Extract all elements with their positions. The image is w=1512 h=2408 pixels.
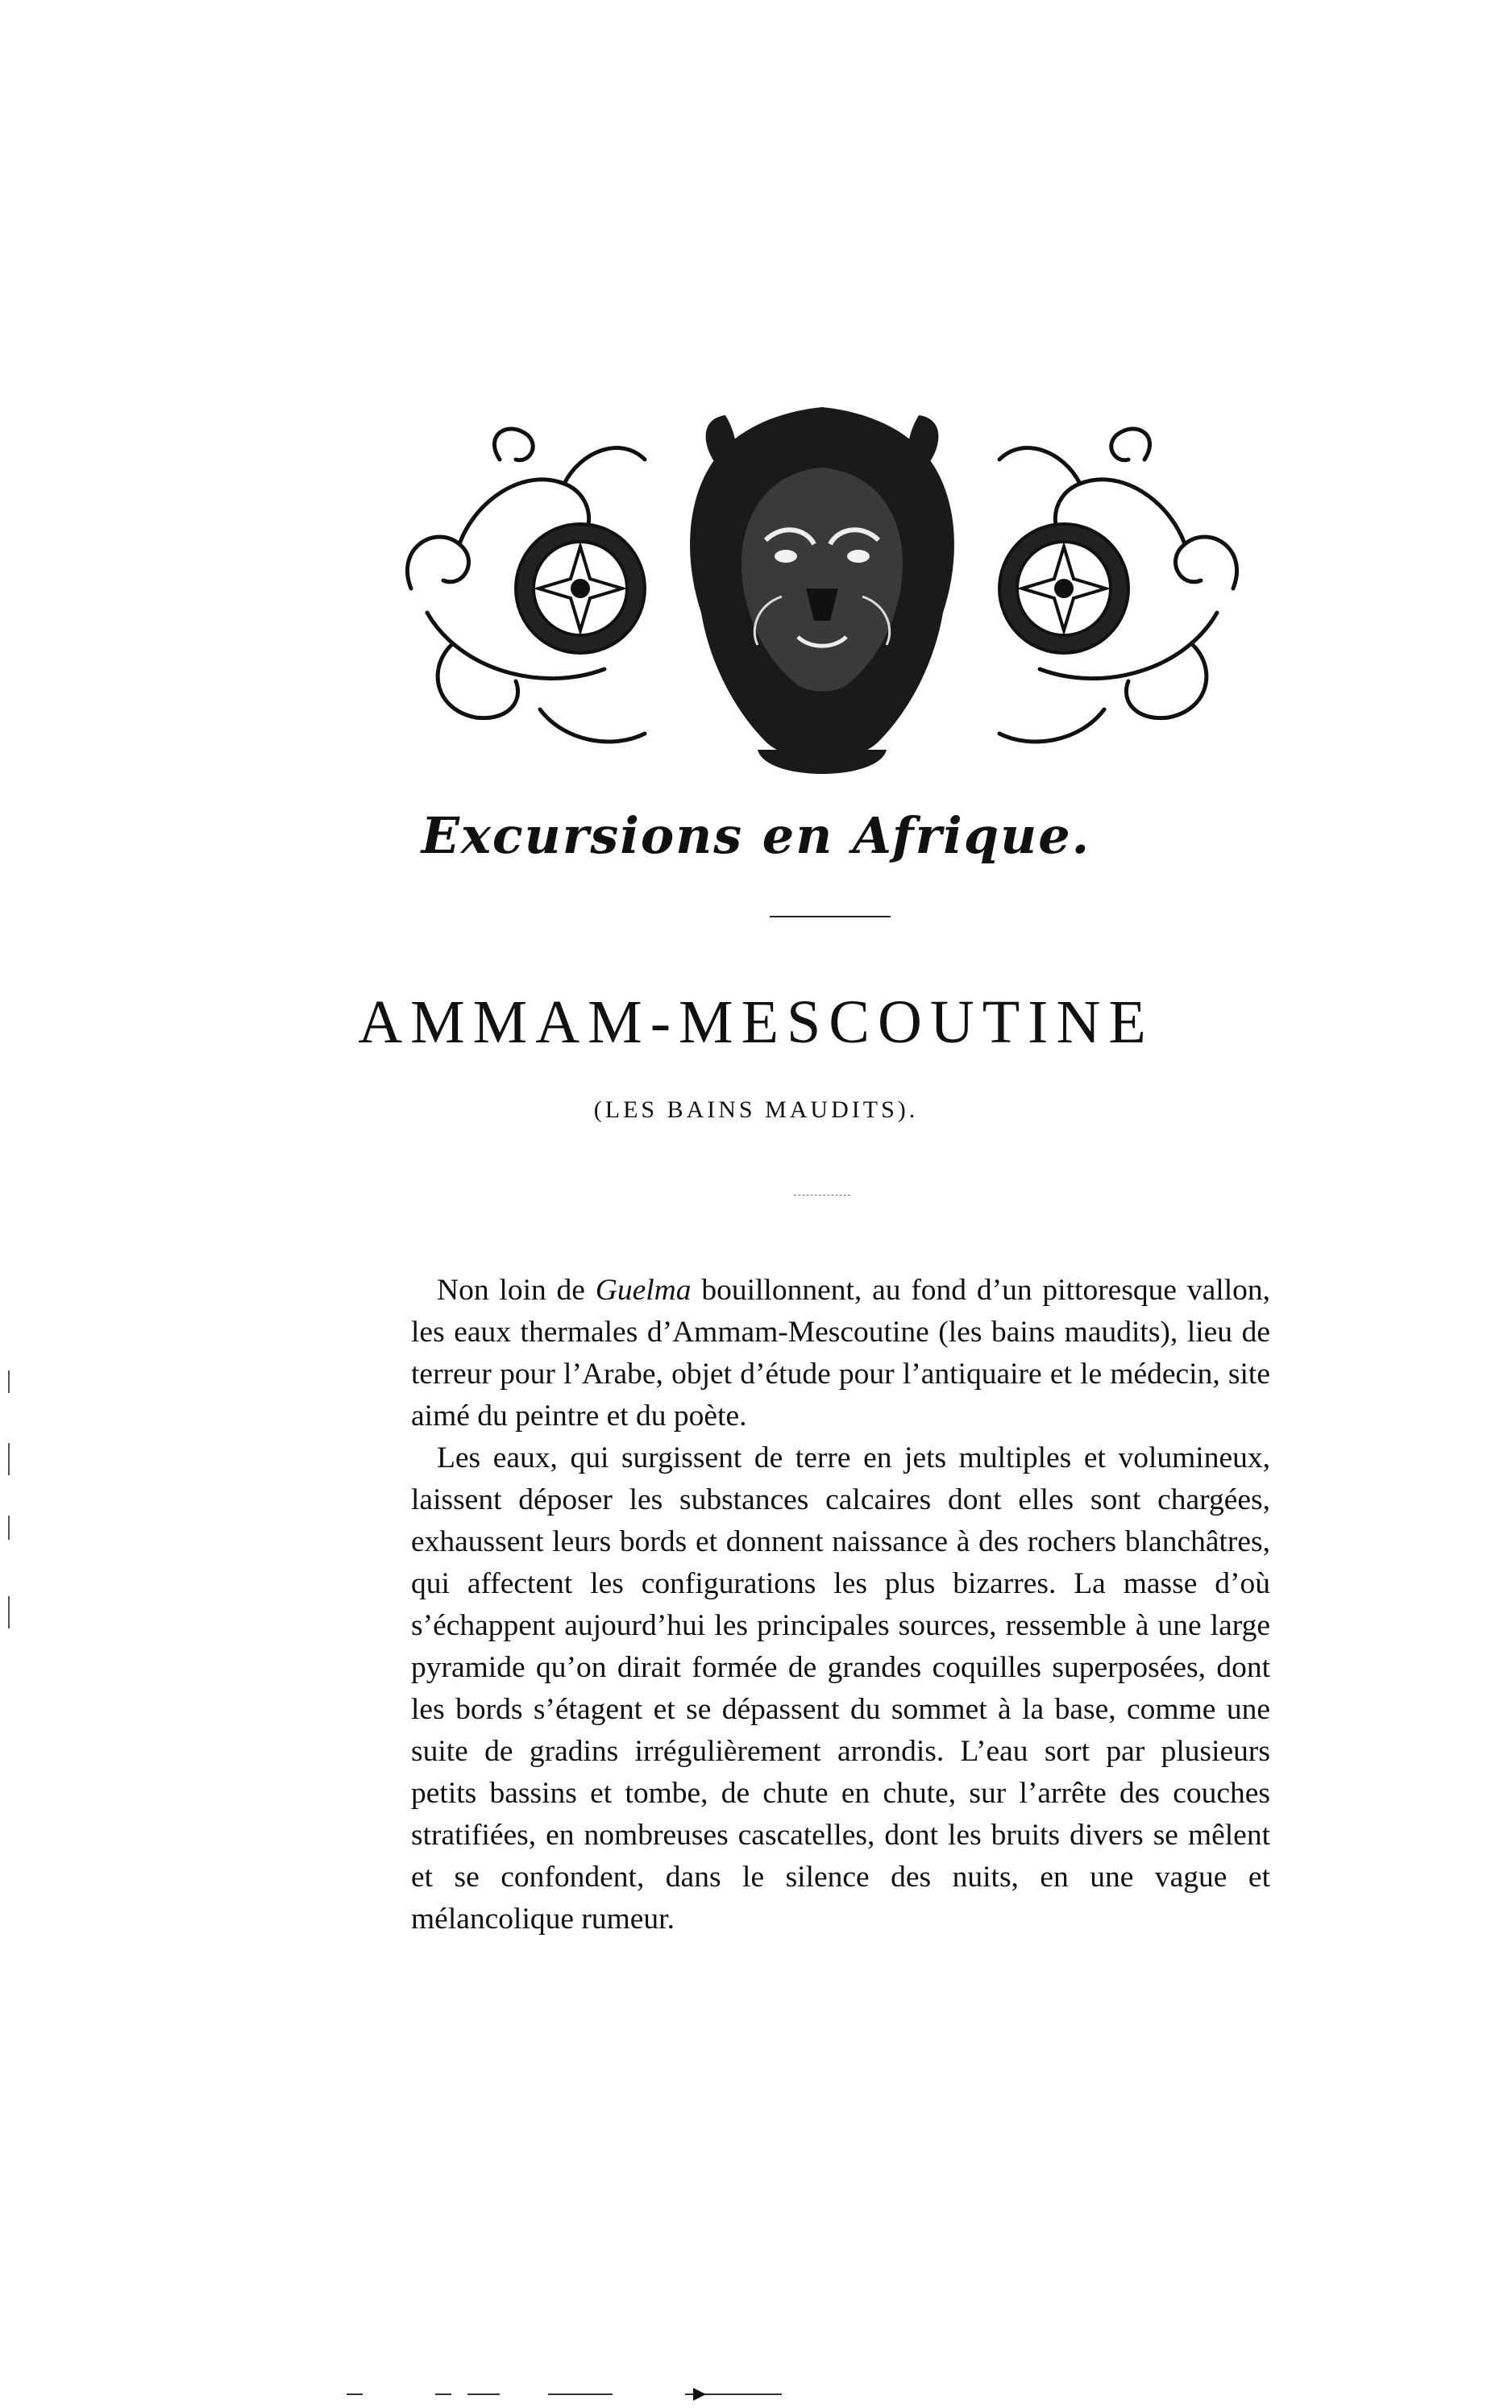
divider-rule xyxy=(770,916,891,917)
scan-mark xyxy=(8,1596,10,1628)
series-title: Excursions en Afrique. xyxy=(421,806,1091,865)
place-name-guelma: Guelma xyxy=(595,1274,692,1307)
scan-mark xyxy=(8,1370,10,1393)
lion-mask-ornament-icon xyxy=(379,403,1265,782)
paragraph-1 xyxy=(411,1270,1270,1437)
paragraph-1-rest: bouillonnent, au fond d’un pittoresque vallon, les eaux thermales d’Ammam-Mescoutine (les bains maudits), lieu de terreur pour l’Arabe, objet d’étude pour l’antiquaire et le médecin, site aimé du peintre et du poète. xyxy=(411,1274,1270,1433)
scan-mark xyxy=(8,1443,10,1475)
article-title: AMMAM-MESCOUTINE xyxy=(358,988,1154,1056)
scan-footer-marks xyxy=(347,2386,1153,2402)
scan-mark xyxy=(8,1516,10,1540)
paragraph-1-start: Non loin de xyxy=(437,1274,596,1307)
article-body xyxy=(411,1270,1270,1940)
article-subtitle: (LES BAINS MAUDITS). xyxy=(593,1096,919,1123)
paragraph-2: Les eaux, qui surgissent de terre en jets multiples et volumineux, laissent déposer les substances calcaires dont elles sont chargées, exhaussent leurs bords et donnent naissance à des rochers blanchâtres, qui affectent les configurations les plus bizarres. La masse d’où s’échappent aujourd’hui les principales sources, ressemble à une large pyramide qu’on dirait formée de grandes coquilles superposées, dont les bords s’étagent et se dépassent du sommet à la base, comme une suite de gradins irrégulièrement arrondis. L’eau sort par plusieurs petits bassins et tombe, de chute en chute, sur l’arrête des couches stratifiées, en nombreuses cascatelles, dont les bruits divers se mêlent et se confondent, dans le silence des nuits, en une vague et mélancolique rumeur. xyxy=(411,1441,1270,1936)
divider-dots xyxy=(794,1195,850,1196)
